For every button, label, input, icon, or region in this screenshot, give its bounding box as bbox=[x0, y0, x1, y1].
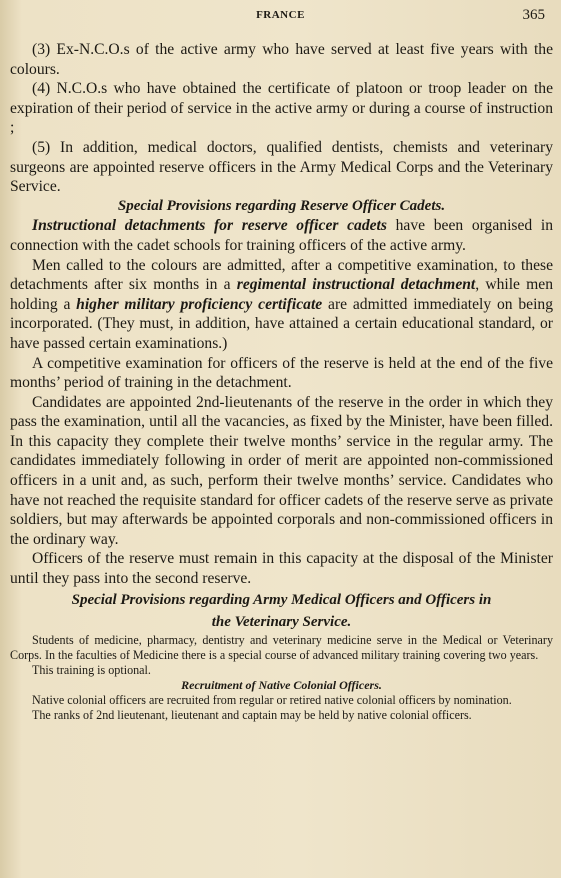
subsection-heading-native-officers: Recruitment of Native Colonial Officers. bbox=[181, 677, 382, 692]
paragraph: This training is optional. bbox=[32, 662, 151, 677]
paragraph: The ranks of 2nd lieutenant, lieutenant and captain may be held by native colonial officers. bbox=[32, 707, 472, 722]
paragraph-text: are admitted immediately on being incorporated. (They must, in addition, have attained a certain educational standard, or have passed certain examinations.) bbox=[10, 295, 554, 352]
page-number: 365 bbox=[522, 7, 545, 23]
running-title: FRANCE bbox=[256, 9, 305, 21]
small-print-block bbox=[10, 633, 553, 723]
paragraph-text: , while men holding a bbox=[10, 276, 553, 313]
section-heading-medical-officers bbox=[10, 589, 553, 633]
emphasis: Instructional detachments for reserve officer cadets bbox=[32, 217, 387, 235]
section-heading-reserve-officer-cadets: Special Provisions regarding Reserve Officer Cadets. bbox=[117, 197, 446, 214]
heading-line: Special Provisions regarding Army Medical Officers and Officers in bbox=[71, 591, 492, 608]
list-item: (3) Ex-N.C.O.s of the active army who have served at least five years with the colours. bbox=[10, 41, 553, 78]
paragraph-text: have been organised in connection with the cadet schools for training officers of the active army. bbox=[10, 217, 554, 254]
paragraph: Officers of the reserve must remain in this capacity at the disposal of the Minister until they pass into the second reserve. bbox=[10, 550, 553, 588]
list-item: (4) N.C.O.s who have obtained the certificate of platoon or troop leader on the expiration of their period of service in the active army or during a course of instruction ; bbox=[10, 80, 553, 137]
paragraph: Native colonial officers are recruited from regular or retired native colonial officers by nomination. bbox=[32, 692, 512, 707]
running-header bbox=[0, 9, 561, 27]
paragraph: Candidates are appointed 2nd-lieutenants of the reserve in the order in which they pass the examination, until all the vacancies, as fixed by the Minister, have been filled. In this capacity they complete their twelve months’ service in the regular army. The candidates immediately following in order of merit are appointed non-commissioned officers in a unit and, as such, perform their twelve months’ service. Candidates who have not reached the requisite standard for officer cadets of the reserve serve as private soldiers, but may afterwards be appointed corporals and non-commissioned officers in the ordinary way. bbox=[10, 393, 553, 548]
heading-line: the Veterinary Service. bbox=[211, 613, 352, 630]
paragraph bbox=[10, 216, 553, 255]
emphasis: higher military proficiency certificate bbox=[76, 295, 323, 313]
emphasis: regimental instructional detachment bbox=[236, 276, 476, 294]
paragraph bbox=[10, 256, 553, 354]
paragraph: Students of medicine, pharmacy, dentistry and veterinary medicine serve in the Medical or Veterinary Corps. In the faculties of Medicine there is a special course of advanced military training covering two years. bbox=[10, 632, 553, 662]
paragraph-text: Men called to the colours are admitted, after a competitive examination, to these detachments after six months in a bbox=[10, 256, 553, 294]
page-body bbox=[10, 40, 553, 723]
paragraph: A competitive examination for officers of the reserve is held at the end of the five months’ period of training in the detachment. bbox=[10, 354, 553, 392]
list-item: (5) In addition, medical doctors, qualified dentists, chemists and veterinary surgeons are appointed reserve officers in the Army Medical Corps and the Veterinary Service. bbox=[10, 138, 553, 196]
